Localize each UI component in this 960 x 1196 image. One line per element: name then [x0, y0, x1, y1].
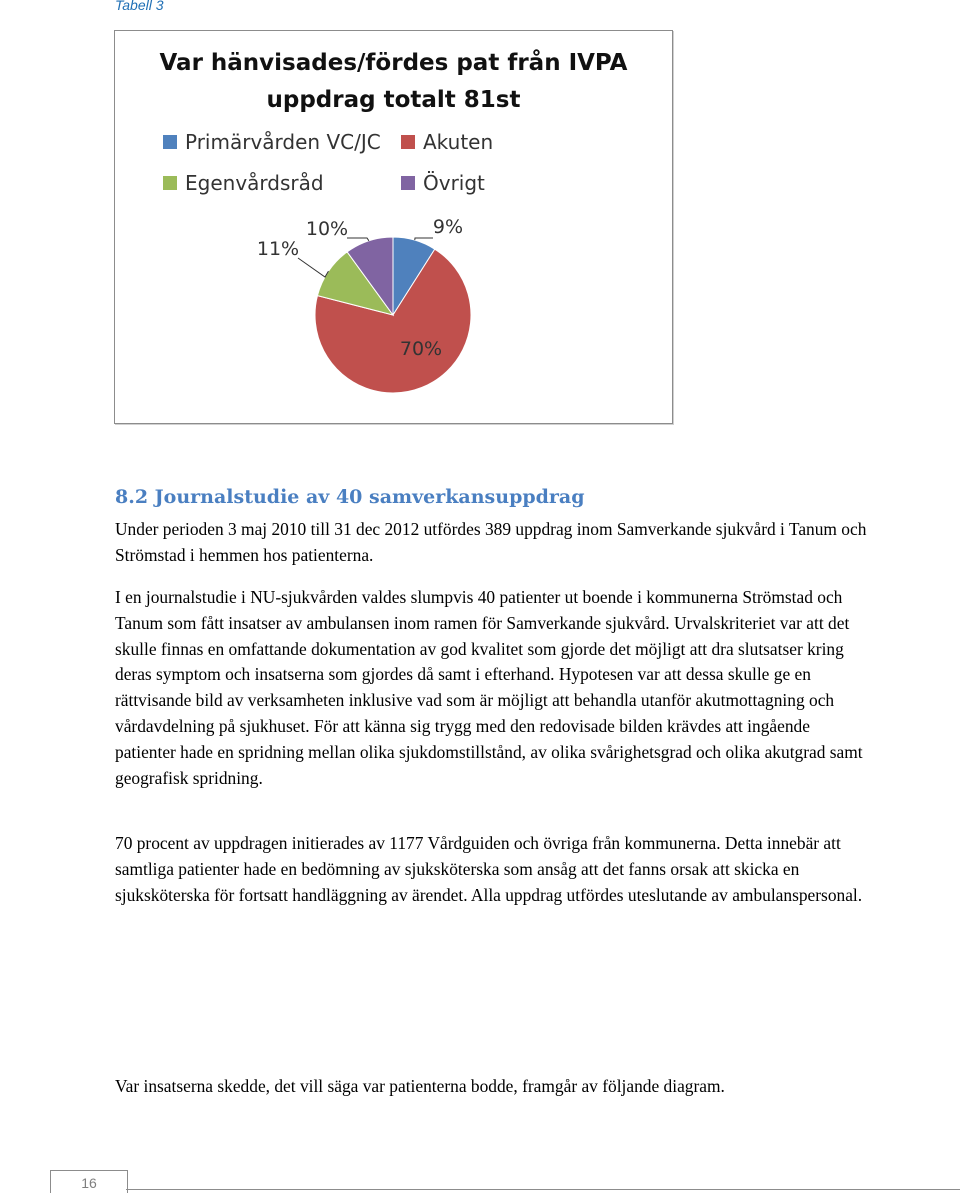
pie-chart: [114, 30, 673, 424]
data-label: 70%: [399, 338, 443, 360]
leader-line: [298, 258, 328, 277]
page-number: 16: [50, 1170, 128, 1193]
chart-title: Var hänvisades/fördes pat från IVPA uppdrag totalt 81st: [159, 50, 628, 113]
paragraph-1: Under perioden 3 maj 2010 till 31 dec 2012 utfördes 389 uppdrag inom Samverkande sjukvård i Tanum och Strömstad i hemmen hos patienterna.: [115, 519, 867, 565]
paragraph-4: Var insatserna skedde, det vill säga var patienterna bodde, framgår av följande diagram.: [115, 1076, 725, 1096]
section-heading: 8.2 Journalstudie av 40 samverkansuppdrag: [115, 486, 585, 508]
table-caption: Tabell 3: [115, 0, 164, 13]
data-label: 11%: [256, 238, 300, 260]
legend-label: Primärvården VC/JC: [185, 130, 381, 154]
paragraph-2: I en journalstudie i NU-sjukvården valdes slumpvis 40 patienter ut boende i kommunerna Strömstad och Tanum som fått insatser av ambulansen inom ramen för Samverkande sjukvård. Urvalskriteriet var att det skulle finnas en omfattande dokumentation av god kvalitet som gjorde det möjligt att dra slutsatser kring deras symptom och insatserna som gjordes då samt i efterhand. Hypotesen var att dessa skulle ge en rättvisande bild av verksamheten inklusive vad som är möjligt att behandla utanför akutmottagning och vårdavdelning på sjukhuset. För att känna sig trygg med den redovisade bilden krävdes att ingående patienter hade en spridning mellan olika sjukdomstillstånd, av olika svårighetsgrad och olika akutgrad samt geografisk spridning.: [115, 587, 863, 788]
data-label: 10%: [305, 218, 349, 240]
footer-rule: [126, 1189, 960, 1190]
leader-line: [415, 238, 433, 240]
pie-plot: [115, 31, 672, 423]
data-label: 9%: [432, 216, 464, 238]
legend-label: Övrigt: [423, 171, 485, 195]
leader-line: [347, 238, 369, 241]
legend-label: Egenvårdsråd: [185, 171, 324, 195]
legend-label: Akuten: [423, 130, 494, 154]
paragraph-3: 70 procent av uppdragen initierades av 1177 Vårdguiden och övriga från kommunerna. Detta innebär att samtliga patienter hade en bedömning av sjuksköterska som ansåg att det fanns orsak att skicka en sjuksköterska för fortsatt handläggning av ärendet. Alla uppdrag utfördes uteslutande av ambulanspersonal.: [115, 833, 863, 905]
